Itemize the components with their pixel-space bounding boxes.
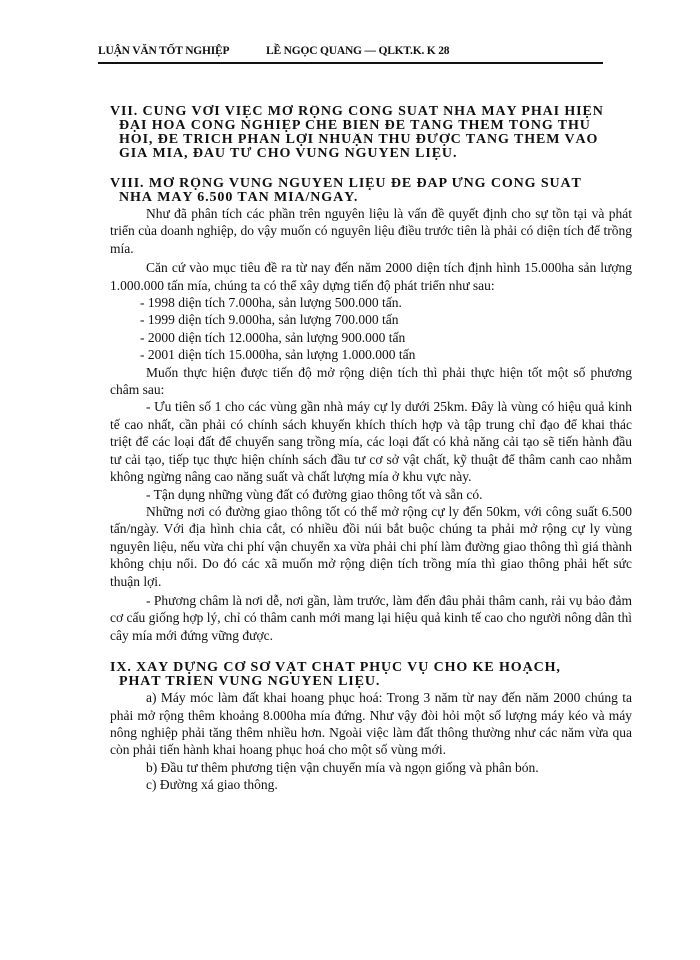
paragraph: - Ưu tiên số 1 cho các vùng gần nhà máy cự ly dưới 25km. Đây là vùng có hiệu quả kinh tế cao nhất, cần phải có chính sách khuyến khích thích hợp và tập trung chỉ đạo để khai thác triệt để các loại đất để chuyển sang trồng mía, các loại đất có khả năng cải tạo sẽ tiến hành đầu tư cải tạo, tiếp tục thực hiện chính sách đầu tư cơ sở vật chất, kỹ thuật để thâm canh cao nhằm không ngừng nâng cao năng suất và chất lượng mía ở khu vực này. — [110, 399, 632, 485]
page-header — [98, 42, 603, 64]
paragraph: Như đã phân tích các phần trên nguyên liệu là vấn đề quyết định cho sự tồn tại và phát triển của doanh nghiệp, do vậy muốn có nguyên liệu điều trước tiên là phải có diện tích để trồng mía. — [110, 206, 632, 256]
list-item: - 2000 diện tích 12.000ha, sản lượng 900.000 tấn — [140, 329, 406, 345]
document-body — [110, 95, 632, 794]
header-thesis-label: LUẬN VĂN TỐT NGHIỆP — [98, 45, 230, 57]
paragraph: b) Đầu tư thêm phương tiện vận chuyển mía và ngọn giống và phân bón. — [146, 759, 539, 775]
heading-line: GIÁ MÍA, ĐẦU TƯ CHO VÙNG NGUYÊN LIỆU. — [119, 147, 458, 161]
paragraph: c) Đường xá giao thông. — [146, 777, 278, 793]
section-8-heading — [110, 177, 632, 205]
list-item: - 1999 diện tích 9.000ha, sản lượng 700.000 tấn — [140, 312, 399, 328]
heading-line: PHÁT TRIỂN VÙNG NGUYÊN LIỆU. — [119, 675, 381, 690]
paragraph: a) Máy móc làm đất khai hoang phục hoá: Trong 3 năm từ nay đến năm 2000 chúng ta phải mở rộng thêm khoảng 8.000ha mía đứng. Như vậy đòi hỏi một số lượng máy kéo và máy nông nghiệp phải tăng thêm nhiều hơn. Ngoài việc làm đất thông thường như các năm vừa qua còn phải tiến hành khai hoang phục hoá cho một số vùng mới. — [110, 690, 632, 758]
heading-line: IX. XÂY DỰNG CƠ SỞ VẬT CHẤT PHỤC VỤ CHO KẾ HOẠCH, — [110, 661, 561, 676]
paragraph: - Phương châm là nơi dễ, nơi gần, làm trước, làm đến đâu phải thâm canh, rải vụ bảo đảm cơ cấu giống hợp lý, chỉ có thâm canh mới mang lại hiệu quả kinh tế cao cho người nông dân thì cây mía mới đứng vững được. — [110, 592, 632, 643]
section-9-heading — [110, 661, 632, 689]
progress-list — [110, 294, 632, 364]
header-author-class: LỀ NGỌC QUANG — QLKT.K. K 28 — [266, 45, 450, 57]
list-item: - 1998 diện tích 7.000ha, sản lượng 500.000 tấn. — [140, 295, 402, 311]
heading-line: ĐẠI HOÁ CÔNG NGHIỆP CHẾ BIẾN ĐỂ TĂNG THÊM TỔNG THU — [119, 119, 591, 133]
heading-line: NHÀ MÁY 6.500 TẤN MÍA/NGÀY. — [119, 191, 359, 205]
heading-line: VIII. MỞ RỘNG VÙNG NGUYÊN LIỆU ĐỂ ĐÁP ỨNG CÔNG SUẤT — [110, 177, 582, 191]
paragraph: Những nơi có đường giao thông tốt có thể mở rộng cự ly đến 50km, với công suất 6.500 tấn/ngày. Với địa hình chia cắt, có nhiều đồi núi bắt buộc chúng ta phải mở rộng cự ly vùng nguyên liệu, nếu vừa chi phí vận chuyển xa vừa phải chi phí làm đường giao thông thì giá thành không chịu nổi. Do đó các xã muốn mở rộng diện tích trồng mía thì giao thông phải hết sức thuận lợi. — [110, 503, 632, 589]
heading-line: VII. CÙNG VỚI VIỆC MỞ RỘNG CÔNG SUẤT NHÀ MÁY PHẢI HIỆN — [110, 105, 604, 119]
paragraph: Muốn thực hiện được tiến độ mở rộng diện tích thì phải thực hiện tốt một số phương châm sau: — [110, 364, 632, 398]
paragraph: Căn cứ vào mục tiêu đề ra từ nay đến năm 2000 diện tích định hình 15.000ha sản lượng 1.000.000 tấn mía, chúng ta có thể xây dựng tiến độ phát triển như sau: — [110, 260, 632, 293]
heading-line: HỒI, ĐỂ TRÍCH PHẦN LỢI NHUẬN THU ĐƯỢC TĂNG THÊM VÀO — [119, 133, 599, 147]
paragraph: - Tận dụng những vùng đất có đường giao thông tốt và sẵn có. — [146, 486, 483, 502]
section-7-heading — [110, 105, 632, 161]
header-rule — [98, 62, 603, 64]
list-item: - 2001 diện tích 15.000ha, sản lượng 1.000.000 tấn — [140, 347, 416, 363]
